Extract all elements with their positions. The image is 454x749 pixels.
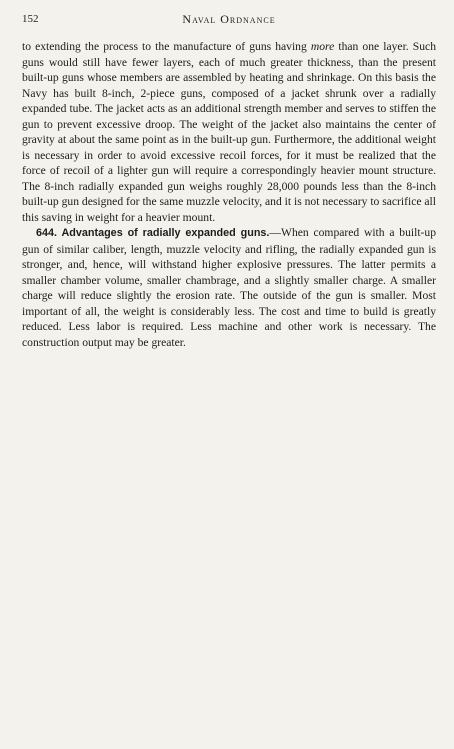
running-head: Naval Ordnance xyxy=(182,12,276,26)
paragraph-text: —When compared with a built-up gun of similar caliber, length, muzzle velocity and rifling, the radially expanded gun is stronger, and, hence, will withstand higher explosive pressures. The latter permits a smaller chamber volume, smaller chambrage, and a slightly smaller charge. A smaller charge will reduce slightly the erosion rate. The outside of the gun is smaller. Most important of all, the weight is considerably less. The cost and time to build is greatly reduced. Less labor is required. Less machine and other work is necessary. The construction output may be greater. xyxy=(22,226,436,349)
body-text xyxy=(22,39,436,350)
paragraph-644 xyxy=(22,225,436,350)
paragraph-text-rest: than one layer. Such guns would still have fewer layers, each of much greater thickness, than the present built-up guns whose members are assembled by heating and shrinkage. On this basis the Navy has built 8-inch, 2-piece guns, composed of a jacket shrunk over a radially expanded tube. The jacket acts as an additional strength member and serves to stiffen the gun to prevent excessive droop. The weight of the jacket also maintains the center of gravity at about the same point as in the built-up gun. Furthermore, the additional weight is necessary in order to avoid excessive recoil forces, for it must be realized that the force of recoil of a lighter gun will require a correspondingly heavier mount structure. The 8-inch radially expanded gun weighs roughly 28,000 pounds less than the 8-inch built-up gun designed for the same muzzle velocity, and it is not necessary to sacrifice all this saving in weight for a heavier mount. xyxy=(22,40,436,224)
book-page xyxy=(22,10,436,350)
paragraph-text-start: to extending the process to the manufacture of guns having xyxy=(22,40,311,53)
page-header xyxy=(22,10,436,28)
paragraph-continued xyxy=(22,39,436,225)
section-heading: 644. Advantages of radially expanded guns. xyxy=(36,227,270,239)
italic-emphasis: more xyxy=(310,40,335,53)
page-number: 152 xyxy=(22,13,39,25)
